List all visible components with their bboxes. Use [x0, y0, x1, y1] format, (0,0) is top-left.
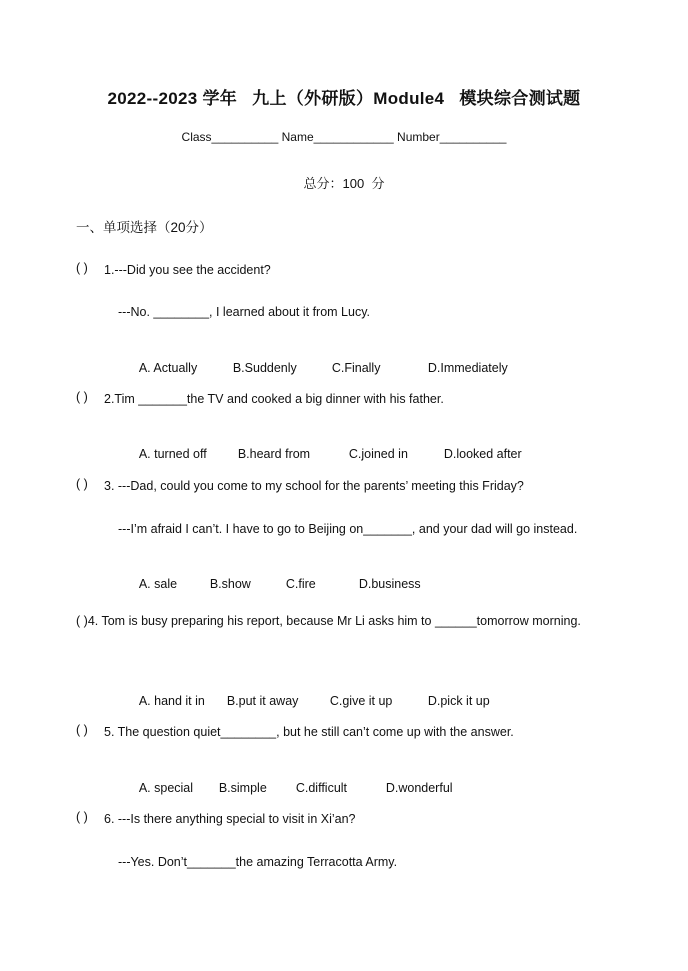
question-stem: 1.---Did you see the accident?	[104, 263, 271, 277]
student-info-line: Class__________ Name____________ Number__________	[181, 130, 507, 144]
options	[118, 347, 508, 389]
option-d: D.looked after	[443, 447, 522, 461]
question-stem	[76, 606, 612, 636]
option-b: B.Suddenly	[232, 361, 297, 375]
options	[118, 680, 490, 722]
option-c: C.difficult	[295, 781, 348, 795]
question-stem-2: ---Yes. Don’t_______the amazing Terracotta Army.	[118, 855, 398, 869]
option-b: B.put it away	[226, 694, 299, 708]
question-stem: 6. ---Is there anything special to visit in Xi’an?	[104, 812, 356, 826]
option-c: C.joined in	[348, 447, 408, 461]
option-d: D.business	[358, 577, 421, 591]
answer-bracket: ( )	[76, 810, 88, 824]
option-b: B.heard from	[237, 447, 311, 461]
total-score: 总分：100 分	[303, 176, 385, 191]
option-b: B.show	[209, 577, 251, 591]
option-a: A. turned off	[138, 447, 207, 461]
question-stem-2: ---No. ________, I learned about it from Lucy.	[118, 305, 370, 319]
question-stem: 5. The question quiet________, but he still can’t come up with the answer.	[104, 725, 514, 739]
question-stem-2: ---I’m afraid I can’t. I have to go to Beijing on_______, and your dad will go instead.	[118, 522, 578, 536]
question-text: 4. Tom is busy preparing his report, because Mr Li asks him to ______tomorrow morning.	[87, 614, 581, 628]
option-a: A. special	[138, 781, 194, 795]
options	[118, 563, 421, 605]
question-stem: 2.Tim _______the TV and cooked a big dinner with his father.	[104, 392, 444, 406]
option-a: A. Actually	[138, 361, 198, 375]
option-c: C.Finally	[331, 361, 381, 375]
question-stem: 3. ---Dad, could you come to my school for the parents’ meeting this Friday?	[104, 479, 524, 493]
page-title: 2022--2023 学年 九上（外研版）Module4 模块综合测试题	[107, 89, 581, 108]
answer-bracket: ( )	[76, 477, 88, 491]
option-b: B.simple	[218, 781, 267, 795]
options	[118, 433, 522, 475]
option-c: C.give it up	[329, 694, 393, 708]
answer-bracket: ( )	[76, 390, 88, 404]
answer-bracket: ( )	[76, 614, 88, 628]
answer-bracket: ( )	[76, 261, 88, 275]
options	[118, 767, 453, 809]
option-c: C.fire	[285, 577, 316, 591]
option-a: A. sale	[138, 577, 178, 591]
option-d: D.Immediately	[427, 361, 508, 375]
option-d: D.wonderful	[385, 781, 453, 795]
answer-bracket: ( )	[76, 723, 88, 737]
section-heading: 一、单项选择（20分）	[76, 220, 213, 235]
option-a: A. hand it in	[138, 694, 205, 708]
option-d: D.pick it up	[427, 694, 490, 708]
